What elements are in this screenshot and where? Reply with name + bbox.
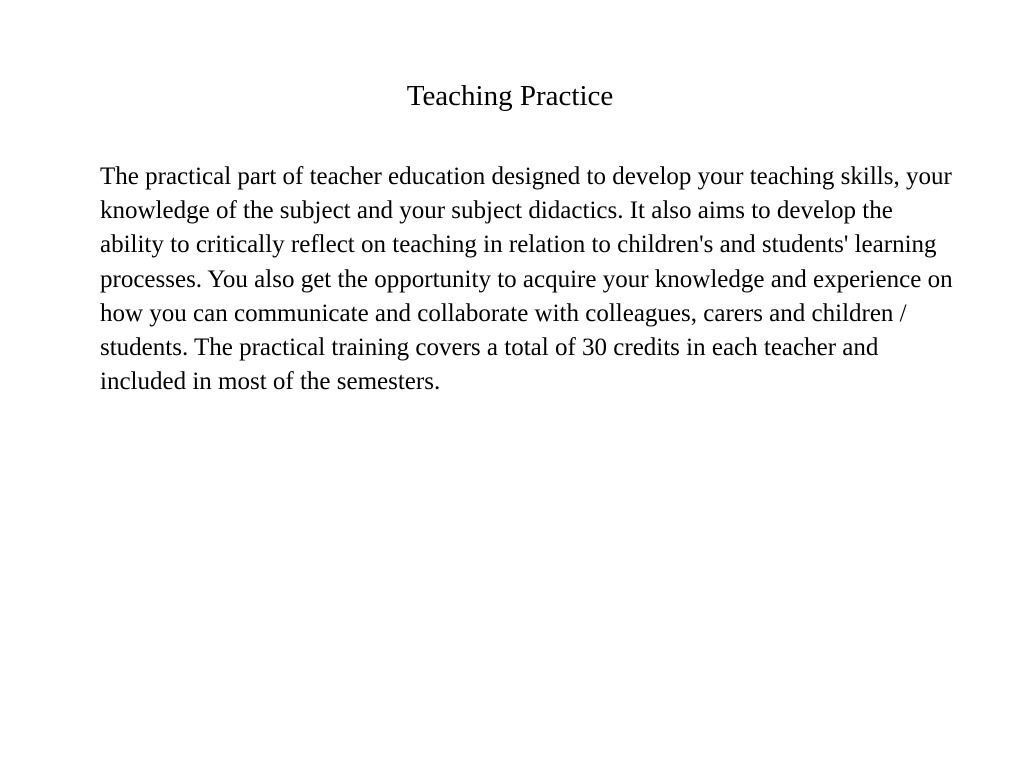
slide-title: Teaching Practice: [406, 80, 614, 112]
slide-body-text: The practical part of teacher education designed to develop your teaching skills, your knowledge of the subject and your subject didactics. It also aims to develop the ability to critically reflect on teaching in relation to children's and students' learning processes. You also get the opportunity to acquire your knowledge and experience on how you can communicate and collaborate with colleagues, carers and children / students. The practical training covers a total of 30 credits in each teacher and included in most of the semesters.: [100, 163, 953, 396]
